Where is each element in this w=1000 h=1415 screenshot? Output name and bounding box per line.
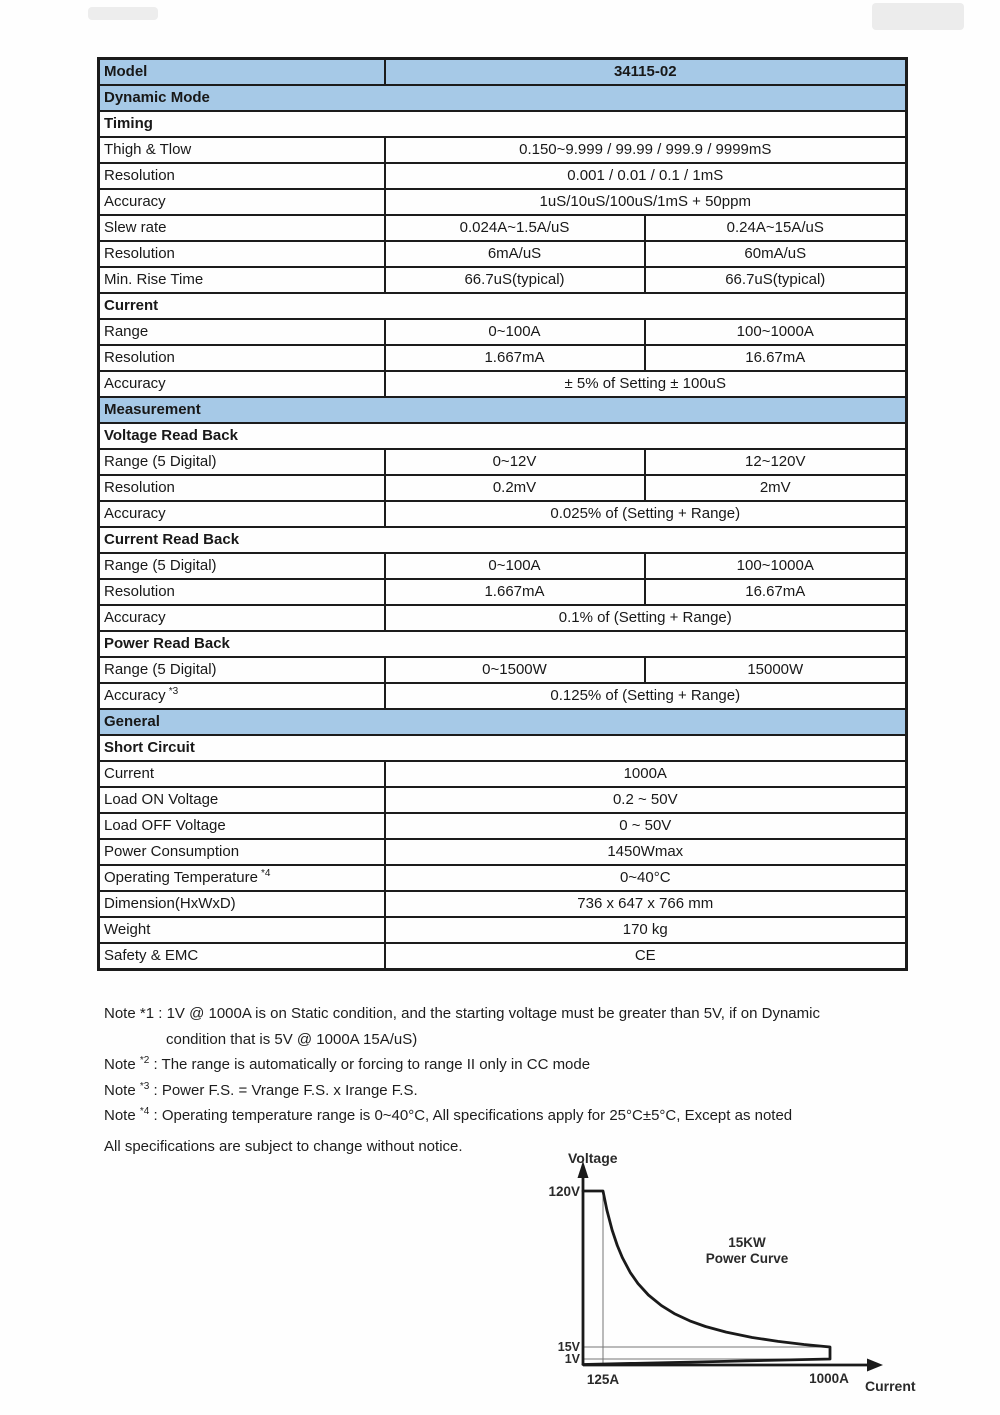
section-label-cell: Timing bbox=[99, 111, 907, 137]
note-label: Note $^{*3}$ : bbox=[104, 1080, 162, 1099]
spec-value-cell: 0.001 / 0.01 / 0.1 / 1mS bbox=[385, 163, 907, 189]
table-row bbox=[99, 943, 907, 970]
spec-label-cell: Accuracy bbox=[99, 189, 385, 215]
subheader-row bbox=[99, 735, 907, 761]
spec-label-cell: Resolution bbox=[99, 579, 385, 605]
note-text-continued: condition that is 5V @ 1000A 15A/uS) bbox=[166, 1030, 418, 1048]
spec-value-cell: 0.150~9.999 / 99.99 / 999.9 / 9999mS bbox=[385, 137, 907, 163]
spec-value-cell-range1: 0~100A bbox=[385, 319, 645, 345]
table-row bbox=[99, 163, 907, 189]
table-row bbox=[99, 761, 907, 787]
table-row bbox=[99, 449, 907, 475]
spec-value-cell: 1uS/10uS/100uS/1mS + 50ppm bbox=[385, 189, 907, 215]
spec-label-cell: Model bbox=[99, 59, 385, 86]
spec-value-cell-range1: 0~100A bbox=[385, 553, 645, 579]
spec-value-cell: 0.2 ~ 50V bbox=[385, 787, 907, 813]
disclaimer-text: All specifications are subject to change without notice. bbox=[104, 1138, 463, 1155]
table-row bbox=[99, 813, 907, 839]
table-row bbox=[99, 579, 907, 605]
table-row bbox=[99, 267, 907, 293]
spec-value-cell-range2: 16.67mA bbox=[645, 579, 907, 605]
spec-value-cell: 0.125% of (Setting + Range) bbox=[385, 683, 907, 709]
spec-value-cell-range2: 100~1000A bbox=[645, 319, 907, 345]
spec-label-cell: Accuracy bbox=[99, 371, 385, 397]
spec-value-cell-range2: 66.7uS(typical) bbox=[645, 267, 907, 293]
table-row bbox=[99, 215, 907, 241]
spec-label-cell: Resolution bbox=[99, 241, 385, 267]
spec-label-cell: Accuracy bbox=[99, 501, 385, 527]
spec-value-cell-range1: 0.2mV bbox=[385, 475, 645, 501]
y-axis-title: Voltage bbox=[568, 1150, 618, 1166]
spec-label-cell: Range (5 Digital) bbox=[99, 553, 385, 579]
curve-annotation-line2: Power Curve bbox=[705, 1251, 789, 1266]
spec-value-cell-range2: 16.67mA bbox=[645, 345, 907, 371]
note-text: The range is automatically or forcing to range II only in CC mode bbox=[161, 1056, 591, 1073]
scan-artifact bbox=[872, 3, 964, 30]
note-item bbox=[104, 1052, 904, 1078]
spec-value-cell-range2: 60mA/uS bbox=[645, 241, 907, 267]
table-row bbox=[99, 605, 907, 631]
note-item bbox=[104, 1103, 904, 1129]
spec-label-cell: Resolution bbox=[99, 475, 385, 501]
spec-label-cell: Load ON Voltage bbox=[99, 787, 385, 813]
table-row bbox=[99, 839, 907, 865]
table-row bbox=[99, 787, 907, 813]
curve-annotation-line1: 15KW bbox=[728, 1235, 766, 1250]
footnote-marker: *3 bbox=[139, 1080, 150, 1092]
spec-value-cell-range1: 0~12V bbox=[385, 449, 645, 475]
spec-value-cell: 170 kg bbox=[385, 917, 907, 943]
spec-label-cell: Range (5 Digital) bbox=[99, 657, 385, 683]
power-curve bbox=[583, 1191, 830, 1365]
y-tick-1V: 1V bbox=[564, 1352, 580, 1366]
table-row bbox=[99, 891, 907, 917]
footnote-marker: *4 bbox=[139, 1106, 150, 1117]
spec-label-cell: Weight bbox=[99, 917, 385, 943]
section-label-cell: General bbox=[99, 709, 907, 735]
spec-table-body bbox=[99, 59, 907, 970]
section-header-row bbox=[99, 709, 907, 735]
table-row bbox=[99, 241, 907, 267]
y-tick-120V: 120V bbox=[548, 1184, 580, 1199]
section-label-cell: Short Circuit bbox=[99, 735, 907, 761]
spec-label-cell: Resolution bbox=[99, 345, 385, 371]
spec-value-cell-range2: 100~1000A bbox=[645, 553, 907, 579]
power-curve-svg bbox=[535, 1138, 985, 1415]
power-curve-chart bbox=[535, 1138, 985, 1415]
table-row bbox=[99, 371, 907, 397]
spec-value-cell-range2: 15000W bbox=[645, 657, 907, 683]
spec-label-cell: Resolution bbox=[99, 163, 385, 189]
footnote-marker: *4 bbox=[260, 868, 271, 880]
spec-value-cell-range2: 2mV bbox=[645, 475, 907, 501]
table-row bbox=[99, 917, 907, 943]
x-axis-title: Current bbox=[865, 1378, 916, 1394]
notes-section bbox=[104, 1001, 904, 1129]
table-row bbox=[99, 475, 907, 501]
section-label-cell: Power Read Back bbox=[99, 631, 907, 657]
spec-value-cell-range1: 0~1500W bbox=[385, 657, 645, 683]
table-row bbox=[99, 501, 907, 527]
spec-label-cell: Accuracy $^{*3}$ bbox=[99, 683, 385, 709]
section-header-row bbox=[99, 85, 907, 111]
spec-value-cell-range1: 0.024A~1.5A/uS bbox=[385, 215, 645, 241]
spec-value-cell: CE bbox=[385, 943, 907, 970]
spec-label-cell: Range (5 Digital) bbox=[99, 449, 385, 475]
subheader-row bbox=[99, 293, 907, 319]
spec-value-cell-range2: 12~120V bbox=[645, 449, 907, 475]
spec-label-cell: Dimension(HxWxD) bbox=[99, 891, 385, 917]
table-row bbox=[99, 189, 907, 215]
table-row bbox=[99, 683, 907, 709]
subheader-row bbox=[99, 527, 907, 553]
spec-value-cell: ± 5% of Setting ± 100uS bbox=[385, 371, 907, 397]
spec-value-cell: 736 x 647 x 766 mm bbox=[385, 891, 907, 917]
note-label: Note $^{*2}$ : bbox=[104, 1055, 162, 1073]
footnote-marker: *2 bbox=[139, 1055, 150, 1066]
x-axis-arrow-icon bbox=[867, 1359, 883, 1372]
subheader-row bbox=[99, 111, 907, 137]
x-tick-1000A: 1000A bbox=[809, 1371, 849, 1386]
spec-label-cell: Current bbox=[99, 761, 385, 787]
spec-value-cell-range1: 6mA/uS bbox=[385, 241, 645, 267]
footnote-marker: *3 bbox=[168, 686, 179, 698]
note-text: Power F.S. = Vrange F.S. x Irange F.S. bbox=[161, 1081, 418, 1099]
table-row bbox=[99, 319, 907, 345]
note-label: Note *1 : bbox=[104, 1005, 167, 1022]
model-value-cell: 34115-02 bbox=[385, 59, 907, 86]
table-row bbox=[99, 59, 907, 86]
section-label-cell: Measurement bbox=[99, 397, 907, 423]
spec-value-cell: 0 ~ 50V bbox=[385, 813, 907, 839]
table-row bbox=[99, 553, 907, 579]
table-row bbox=[99, 137, 907, 163]
spec-value-cell: 1450Wmax bbox=[385, 839, 907, 865]
spec-label-cell: Thigh & Tlow bbox=[99, 137, 385, 163]
section-label-cell: Voltage Read Back bbox=[99, 423, 907, 449]
section-label-cell: Current bbox=[99, 293, 907, 319]
spec-value-cell-range1: 1.667mA bbox=[385, 579, 645, 605]
spec-label-cell: Operating Temperature $^{*4}$ bbox=[99, 865, 385, 891]
subheader-row bbox=[99, 631, 907, 657]
spec-label-cell: Slew rate bbox=[99, 215, 385, 241]
note-label: Note $^{*4}$ : bbox=[104, 1106, 162, 1124]
spec-label-cell: Load OFF Voltage bbox=[99, 813, 385, 839]
spec-label-cell: Range bbox=[99, 319, 385, 345]
spec-value-cell: 0.025% of (Setting + Range) bbox=[385, 501, 907, 527]
section-label-cell: Current Read Back bbox=[99, 527, 907, 553]
spec-label-cell: Safety & EMC bbox=[99, 943, 385, 970]
table-row bbox=[99, 865, 907, 891]
note-text: Operating temperature range is 0~40°C, All specifications apply for 25°C±5°C, Except as noted bbox=[161, 1107, 793, 1124]
table-row bbox=[99, 345, 907, 371]
spec-value-cell-range2: 0.24A~15A/uS bbox=[645, 215, 907, 241]
x-tick-125A: 125A bbox=[586, 1372, 620, 1387]
section-header-row bbox=[99, 397, 907, 423]
spec-label-cell: Power Consumption bbox=[99, 839, 385, 865]
spec-value-cell-range1: 66.7uS(typical) bbox=[385, 267, 645, 293]
spec-label-cell: Accuracy bbox=[99, 605, 385, 631]
spec-value-cell: 0.1% of (Setting + Range) bbox=[385, 605, 907, 631]
note-item bbox=[104, 1001, 904, 1052]
note-text: 1V @ 1000A is on Static condition, and the starting voltage must be greater than 5V, if on Dynamic bbox=[166, 1005, 820, 1022]
table-row bbox=[99, 657, 907, 683]
section-label-cell: Dynamic Mode bbox=[99, 85, 907, 111]
note-item bbox=[104, 1078, 904, 1104]
scan-artifact bbox=[88, 7, 158, 20]
y-tick-15V: 15V bbox=[557, 1340, 580, 1354]
spec-value-cell: 1000A bbox=[385, 761, 907, 787]
spec-table bbox=[97, 57, 908, 971]
spec-label-cell: Min. Rise Time bbox=[99, 267, 385, 293]
spec-value-cell-range1: 1.667mA bbox=[385, 345, 645, 371]
subheader-row bbox=[99, 423, 907, 449]
spec-value-cell: 0~40°C bbox=[385, 865, 907, 891]
